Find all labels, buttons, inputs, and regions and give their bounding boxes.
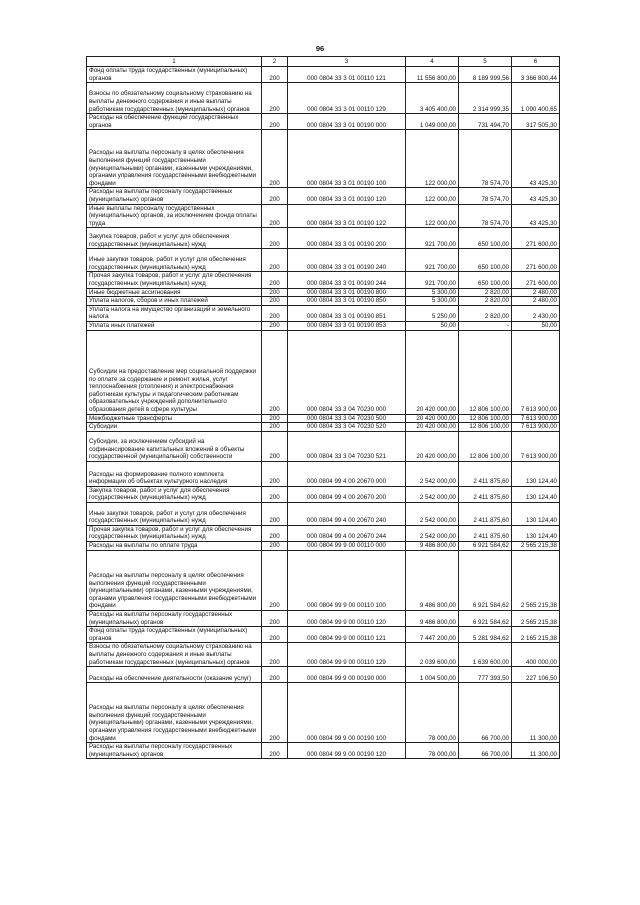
cell-name: Расходы на выплаты персоналу в целях обеспечения выполнения функций государственными (муниципальными) органами, казенными учреждениями, органами управления государственными внебюджетными фондами (87, 551, 262, 611)
cell-v1: 1 004 500,00 (406, 667, 459, 683)
cell-ks: 000 0804 99 9 00 00110 000 (288, 542, 406, 551)
cell-name: Иные выплаты персоналу государственных (муниципальных) органов, за исключением фонда оплаты труда (87, 204, 262, 228)
cell-ks: 000 0804 99 9 00 00110 100 (288, 551, 406, 611)
cell-v3: 43 425,30 (512, 188, 560, 204)
cell-name: Уплата налогов, сборов и иных платежей (87, 297, 262, 306)
cell-ks: 000 0804 33 3 01 00190 122 (288, 204, 406, 228)
header-cell-6: 6 (512, 57, 560, 67)
header-cell-2: 2 (262, 57, 288, 67)
cell-v2: 78 574,70 (459, 130, 512, 188)
cell-name: Фонд оплаты труда государственных (муниципальных) органов (87, 627, 262, 643)
cell-v2: 66 700,00 (459, 683, 512, 743)
cell-v1: 2 542 000,00 (406, 502, 459, 525)
cell-ks: 000 0804 99 9 00 00190 000 (288, 667, 406, 683)
table-row (87, 525, 560, 541)
cell-v2: 650 100,00 (459, 272, 512, 288)
cell-ks: 000 0804 33 3 01 00190 240 (288, 249, 406, 272)
cell-code: 200 (262, 272, 288, 288)
cell-code: 200 (262, 486, 288, 502)
cell-name: Иные закупки товаров, работ и услуг для обеспечения государственных (муниципальных) нужд (87, 502, 262, 525)
cell-name: Прочая закупка товаров, работ и услуг для обеспечения государственных (муниципальных) нужд (87, 272, 262, 288)
cell-v1: 2 542 000,00 (406, 461, 459, 486)
cell-v3: 271 600,00 (512, 228, 560, 249)
cell-name: Закупка товаров, работ и услуг для обеспечения государственных (муниципальных) нужд (87, 486, 262, 502)
cell-code: 200 (262, 330, 288, 414)
cell-v3: 130 124,40 (512, 502, 560, 525)
cell-ks: 000 0804 33 3 04 70230 000 (288, 330, 406, 414)
cell-v2: 731 494,70 (459, 114, 512, 130)
cell-v3: 43 425,30 (512, 204, 560, 228)
cell-v2: 5 281 984,62 (459, 627, 512, 643)
cell-v2: 78 574,70 (459, 204, 512, 228)
cell-name: Расходы на формирование полного комплекта информации об объектах культурного наследия (87, 461, 262, 486)
cell-ks: 000 0804 99 4 00 20670 240 (288, 502, 406, 525)
table-row (87, 461, 560, 486)
cell-code: 200 (262, 288, 288, 297)
header-row (87, 57, 560, 67)
cell-v2: 2 314 999,35 (459, 83, 512, 114)
cell-code: 200 (262, 461, 288, 486)
cell-v2: 12 806 100,00 (459, 431, 512, 461)
cell-ks: 000 0804 33 3 01 00190 100 (288, 130, 406, 188)
cell-code: 200 (262, 297, 288, 306)
cell-v3: 400 000,00 (512, 643, 560, 667)
cell-v1: 921 700,00 (406, 228, 459, 249)
table-row (87, 204, 560, 228)
cell-v1: 7 447 200,00 (406, 627, 459, 643)
cell-name: Расходы на выплаты по оплате труда (87, 542, 262, 551)
table-row (87, 297, 560, 306)
cell-v3: 271 600,00 (512, 249, 560, 272)
cell-v1: 20 420 000,00 (406, 423, 459, 432)
cell-code: 200 (262, 502, 288, 525)
cell-ks: 000 0804 99 4 00 20670 200 (288, 486, 406, 502)
cell-v2: 12 806 100,00 (459, 330, 512, 414)
cell-name: Межбюджетные трансферты (87, 414, 262, 423)
table-row (87, 414, 560, 423)
cell-v1: 78 000,00 (406, 683, 459, 743)
cell-v3: 227 106,50 (512, 667, 560, 683)
table-row (87, 305, 560, 321)
cell-v2: 78 574,70 (459, 188, 512, 204)
table-row (87, 272, 560, 288)
cell-name: Расходы на выплаты персоналу в целях обеспечения выполнения функций государственными (муниципальными) органами, казенными учреждениями, органами управления государственными внебюджетными фондами (87, 683, 262, 743)
table-row (87, 321, 560, 330)
cell-v1: 9 486 800,00 (406, 542, 459, 551)
cell-code: 200 (262, 525, 288, 541)
cell-v1: 1 049 000,00 (406, 114, 459, 130)
cell-code: 200 (262, 67, 288, 83)
cell-v3: 7 613 900,00 (512, 414, 560, 423)
cell-code: 200 (262, 83, 288, 114)
cell-v3: 317 505,30 (512, 114, 560, 130)
cell-ks: 000 0804 99 4 00 20670 000 (288, 461, 406, 486)
cell-ks: 000 0804 99 9 00 00110 120 (288, 611, 406, 627)
cell-v2: 6 921 584,62 (459, 551, 512, 611)
cell-ks: 000 0804 99 9 00 00190 100 (288, 683, 406, 743)
cell-ks: 000 0804 33 3 01 00190 000 (288, 114, 406, 130)
cell-v1: 122 000,00 (406, 204, 459, 228)
cell-v1: 78 000,00 (406, 743, 459, 759)
cell-name: Взносы по обязательному социальному страхованию на выплаты денежного содержания и иные выплаты работникам государственных (муниципальных) органов (87, 83, 262, 114)
cell-v2: 650 100,00 (459, 228, 512, 249)
cell-code: 200 (262, 249, 288, 272)
header-cell-5: 5 (459, 57, 512, 67)
cell-v2: 6 921 584,62 (459, 611, 512, 627)
table-row (87, 643, 560, 667)
cell-v1: 9 486 800,00 (406, 611, 459, 627)
cell-code: 200 (262, 114, 288, 130)
cell-ks: 000 0804 33 3 04 70230 521 (288, 431, 406, 461)
table-row (87, 67, 560, 83)
cell-ks: 000 0804 99 4 00 20670 244 (288, 525, 406, 541)
cell-v1: 11 556 800,00 (406, 67, 459, 83)
table-row (87, 83, 560, 114)
cell-v1: 122 000,00 (406, 188, 459, 204)
cell-code: 200 (262, 643, 288, 667)
cell-v3: 43 425,30 (512, 130, 560, 188)
cell-v3: 271 600,00 (512, 272, 560, 288)
cell-v3: 2 480,00 (512, 288, 560, 297)
cell-ks: 000 0804 33 3 01 00190 800 (288, 288, 406, 297)
table-row (87, 683, 560, 743)
cell-v1: 20 420 000,00 (406, 431, 459, 461)
cell-v2: 66 700,00 (459, 743, 512, 759)
cell-code: 200 (262, 551, 288, 611)
cell-v2: 2 411 875,60 (459, 486, 512, 502)
cell-name: Иные бюджетные ассигнования (87, 288, 262, 297)
table-row (87, 502, 560, 525)
cell-v1: 5 300,00 (406, 288, 459, 297)
table-header (87, 57, 560, 67)
cell-name: Расходы на выплаты персоналу в целях обеспечения выполнения функций государственными (муниципальными) органами, казенными учреждениями, органами управления государственными внебюджетными фондами (87, 130, 262, 188)
cell-name: Уплата иных платежей (87, 321, 262, 330)
header-cell-1: 1 (87, 57, 262, 67)
table-row (87, 667, 560, 683)
table-row (87, 114, 560, 130)
cell-v2: 2 820,00 (459, 297, 512, 306)
cell-v2: 777 393,50 (459, 667, 512, 683)
table-row (87, 542, 560, 551)
cell-v1: 5 250,00 (406, 305, 459, 321)
cell-v3: 2 430,00 (512, 305, 560, 321)
cell-v3: 130 124,40 (512, 525, 560, 541)
cell-ks: 000 0804 33 3 01 00110 129 (288, 83, 406, 114)
cell-name: Расходы на обеспечение функций государственных органов (87, 114, 262, 130)
cell-v3: 1 090 400,65 (512, 83, 560, 114)
cell-ks: 000 0804 33 3 01 00190 851 (288, 305, 406, 321)
cell-code: 200 (262, 204, 288, 228)
cell-name: Взносы по обязательному социальному страхованию на выплаты денежного содержания и иные выплаты работникам государственных (муниципальных) органов (87, 643, 262, 667)
table-row (87, 627, 560, 643)
cell-name: Субсидии, за исключением субсидий на софинансирование капитальных вложений в объекты государственной (муниципальной) собственности (87, 431, 262, 461)
cell-v3: 3 366 800,44 (512, 67, 560, 83)
cell-v2: 6 921 584,62 (459, 542, 512, 551)
cell-v3: 50,00 (512, 321, 560, 330)
cell-ks: 000 0804 33 3 01 00190 200 (288, 228, 406, 249)
header-cell-4: 4 (406, 57, 459, 67)
cell-ks: 000 0804 33 3 01 00110 121 (288, 67, 406, 83)
cell-v1: 2 542 000,00 (406, 525, 459, 541)
page-number: 96 (315, 44, 325, 53)
cell-v2: 12 806 100,00 (459, 423, 512, 432)
cell-code: 200 (262, 423, 288, 432)
table-row (87, 249, 560, 272)
table-row (87, 551, 560, 611)
cell-v3: 11 300,00 (512, 683, 560, 743)
cell-code: 200 (262, 130, 288, 188)
cell-code: 200 (262, 431, 288, 461)
table-row (87, 188, 560, 204)
cell-name: Закупка товаров, работ и услуг для обеспечения государственных (муниципальных) нужд (87, 228, 262, 249)
table-row (87, 330, 560, 414)
budget-table (86, 56, 560, 759)
cell-v1: 921 700,00 (406, 272, 459, 288)
table-body (87, 67, 560, 759)
cell-v1: 20 420 000,00 (406, 330, 459, 414)
cell-name: Расходы на выплаты персоналу государственных (муниципальных) органов (87, 188, 262, 204)
cell-code: 200 (262, 542, 288, 551)
cell-name: Расходы на выплаты персоналу государственных (муниципальных) органов (87, 743, 262, 759)
cell-v1: 50,00 (406, 321, 459, 330)
cell-ks: 000 0804 99 9 00 00110 121 (288, 627, 406, 643)
table-row (87, 288, 560, 297)
cell-name: Иные закупки товаров, работ и услуг для обеспечения государственных (муниципальных) нужд (87, 249, 262, 272)
cell-v3: 2 565 215,38 (512, 611, 560, 627)
cell-ks: 000 0804 33 3 01 00190 244 (288, 272, 406, 288)
cell-ks: 000 0804 33 3 01 00190 853 (288, 321, 406, 330)
cell-v3: 2 565 215,38 (512, 542, 560, 551)
cell-code: 200 (262, 305, 288, 321)
cell-code: 200 (262, 321, 288, 330)
cell-v1: 2 542 000,00 (406, 486, 459, 502)
table-row (87, 486, 560, 502)
cell-v2: 2 411 875,60 (459, 525, 512, 541)
cell-code: 200 (262, 627, 288, 643)
cell-code: 200 (262, 743, 288, 759)
cell-ks: 000 0804 33 3 04 70230 500 (288, 414, 406, 423)
cell-v2: 1 639 600,00 (459, 643, 512, 667)
cell-v2: 2 820,00 (459, 305, 512, 321)
table-row (87, 130, 560, 188)
cell-code: 200 (262, 188, 288, 204)
cell-ks: 000 0804 33 3 01 00190 850 (288, 297, 406, 306)
cell-v3: 2 480,00 (512, 297, 560, 306)
cell-v2: 2 411 875,60 (459, 461, 512, 486)
cell-name: Прочая закупка товаров, работ и услуг для обеспечения государственных (муниципальных) нужд (87, 525, 262, 541)
cell-ks: 000 0804 33 3 01 00190 120 (288, 188, 406, 204)
cell-v1: 122 000,00 (406, 130, 459, 188)
cell-code: 200 (262, 683, 288, 743)
cell-v2: 2 411 875,60 (459, 502, 512, 525)
cell-v3: 7 613 900,00 (512, 431, 560, 461)
cell-v1: 5 300,00 (406, 297, 459, 306)
cell-code: 200 (262, 667, 288, 683)
cell-code: 200 (262, 611, 288, 627)
cell-ks: 000 0804 99 9 00 00190 120 (288, 743, 406, 759)
cell-v1: 3 405 400,00 (406, 83, 459, 114)
cell-name: Уплата налога на имущество организаций и земельного налога (87, 305, 262, 321)
cell-name: Расходы на выплаты персоналу государственных (муниципальных) органов (87, 611, 262, 627)
cell-v3: 2 565 215,38 (512, 551, 560, 611)
cell-v1: 2 039 600,00 (406, 643, 459, 667)
table-row (87, 743, 560, 759)
cell-v3: 130 124,40 (512, 461, 560, 486)
cell-name: Расходы на обеспечение деятельности (оказание услуг) (87, 667, 262, 683)
table-row (87, 611, 560, 627)
cell-v3: 11 300,00 (512, 743, 560, 759)
cell-code: 200 (262, 414, 288, 423)
cell-v1: 20 420 000,00 (406, 414, 459, 423)
cell-v1: 921 700,00 (406, 249, 459, 272)
table-row (87, 431, 560, 461)
cell-name: Субсидии (87, 423, 262, 432)
cell-v2: 650 100,00 (459, 249, 512, 272)
cell-v3: 2 165 215,38 (512, 627, 560, 643)
table-row (87, 423, 560, 432)
cell-v2: - (459, 321, 512, 330)
cell-name: Субсидии на предоставление мер социальной поддержки по оплате за содержание и ремонт жилья, услуг теплоснабжения (отопления) и электроснабжения работникам культуры и педагогическим работникам образовательных учреждений дополнительного образования детей в сфере культуры (87, 330, 262, 414)
cell-ks: 000 0804 33 3 04 70230 520 (288, 423, 406, 432)
cell-v2: 8 189 999,56 (459, 67, 512, 83)
table-row (87, 228, 560, 249)
cell-ks: 000 0804 99 9 00 00110 129 (288, 643, 406, 667)
cell-v3: 7 613 900,00 (512, 330, 560, 414)
cell-name: Фонд оплаты труда государственных (муниципальных) органов (87, 67, 262, 83)
cell-v1: 9 486 800,00 (406, 551, 459, 611)
cell-v3: 7 613 900,00 (512, 423, 560, 432)
cell-v2: 12 806 100,00 (459, 414, 512, 423)
header-cell-3: 3 (288, 57, 406, 67)
cell-code: 200 (262, 228, 288, 249)
cell-v2: 2 820,00 (459, 288, 512, 297)
cell-v3: 130 124,40 (512, 486, 560, 502)
